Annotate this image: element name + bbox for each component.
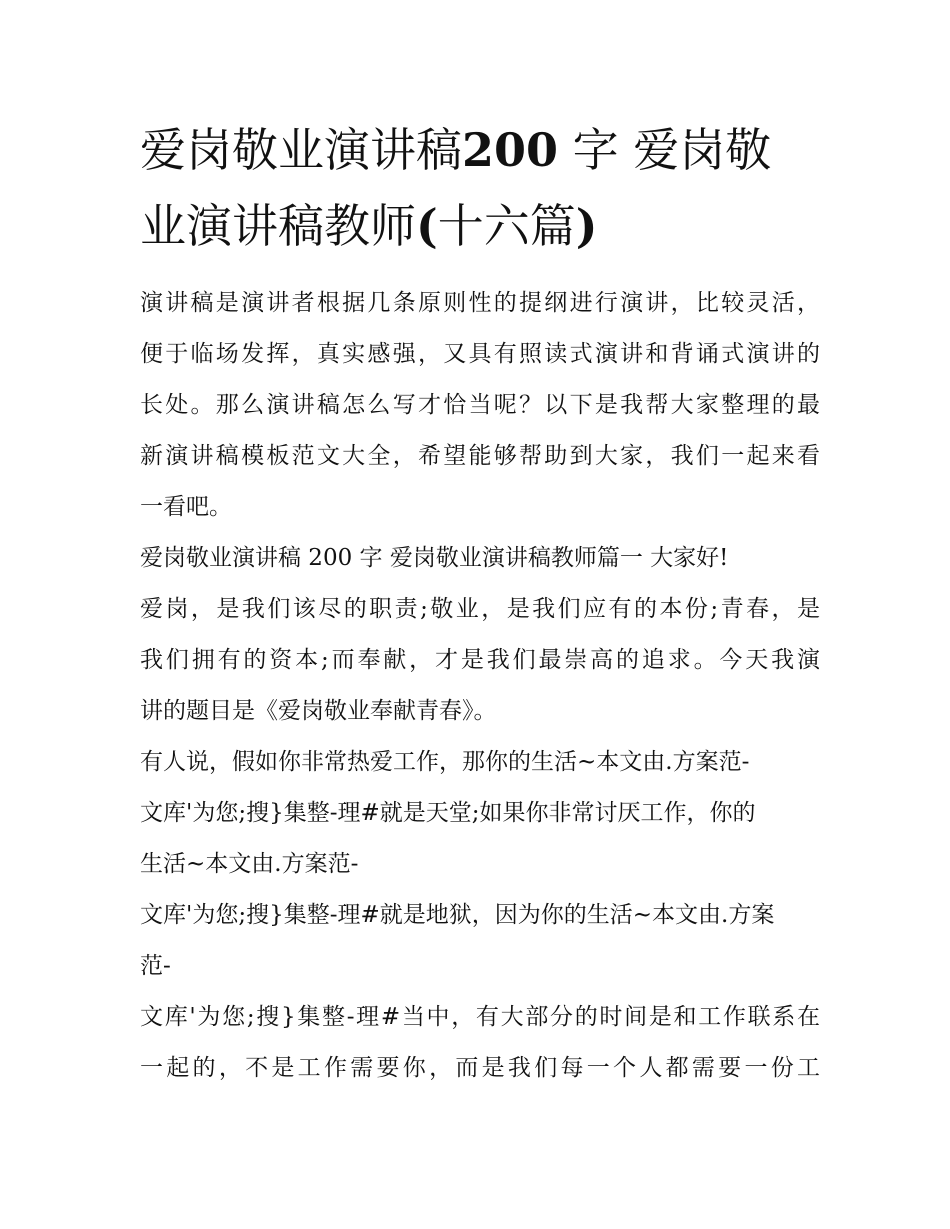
document-title	[140, 112, 820, 264]
body-text-line: 文库'为您;搜}集整-理#当中，有大部分的时间是和工作联系在	[140, 1004, 820, 1030]
title-paren: (	[416, 199, 438, 253]
body-text-line: 文库'为您;搜}集整-理#就是地狱，因为你的生活~本文由.方案	[140, 902, 775, 928]
body-text-line: 范-	[140, 953, 171, 979]
body-text-line: 生活~本文由.方案范-	[140, 851, 359, 877]
document-body	[140, 278, 820, 1094]
body-text-line: 爱岗，是我们该尽的职责;敬业，是我们应有的本份;青春，是	[140, 596, 820, 622]
title-number: 200	[462, 123, 559, 177]
title-text: 业演讲稿教师	[140, 199, 416, 253]
body-text-line: 爱岗敬业演讲稿 200 字 爱岗敬业演讲稿教师篇一 大家好!	[140, 545, 729, 571]
title-text: 十六篇	[437, 199, 576, 253]
title-text: 字 爱岗敬	[558, 123, 772, 177]
title-line-1	[140, 123, 771, 177]
body-text-line: 有人说，假如你非常热爱工作，那你的生活~本文由.方案范-	[140, 749, 750, 775]
body-text-line: 一起的，不是工作需要你，而是我们每一个人都需要一份工	[140, 1055, 820, 1081]
title-text: 爱岗敬业演讲稿	[140, 123, 462, 177]
body-text-line: 演讲稿是演讲者根据几条原则性的提纲进行演讲，比较灵活，	[140, 290, 820, 316]
body-text-line: 长处。那么演讲稿怎么写才恰当呢？以下是我帮大家整理的最	[140, 392, 820, 418]
title-paren: )	[575, 199, 598, 253]
body-text-line: 一看吧。	[140, 494, 232, 520]
title-line-2	[140, 199, 598, 253]
body-text-line: 文库'为您;搜}集整-理#就是天堂;如果你非常讨厌工作，你的	[140, 800, 756, 826]
body-text-line: 讲的题目是《爱岗敬业奉献青春》。	[140, 698, 497, 724]
body-text-line: 新演讲稿模板范文大全，希望能够帮助到大家，我们一起来看	[140, 443, 820, 469]
body-text-line: 我们拥有的资本;而奉献，才是我们最崇高的追求。今天我演	[140, 647, 820, 673]
body-text-line: 便于临场发挥，真实感强，又具有照读式演讲和背诵式演讲的	[140, 341, 820, 367]
